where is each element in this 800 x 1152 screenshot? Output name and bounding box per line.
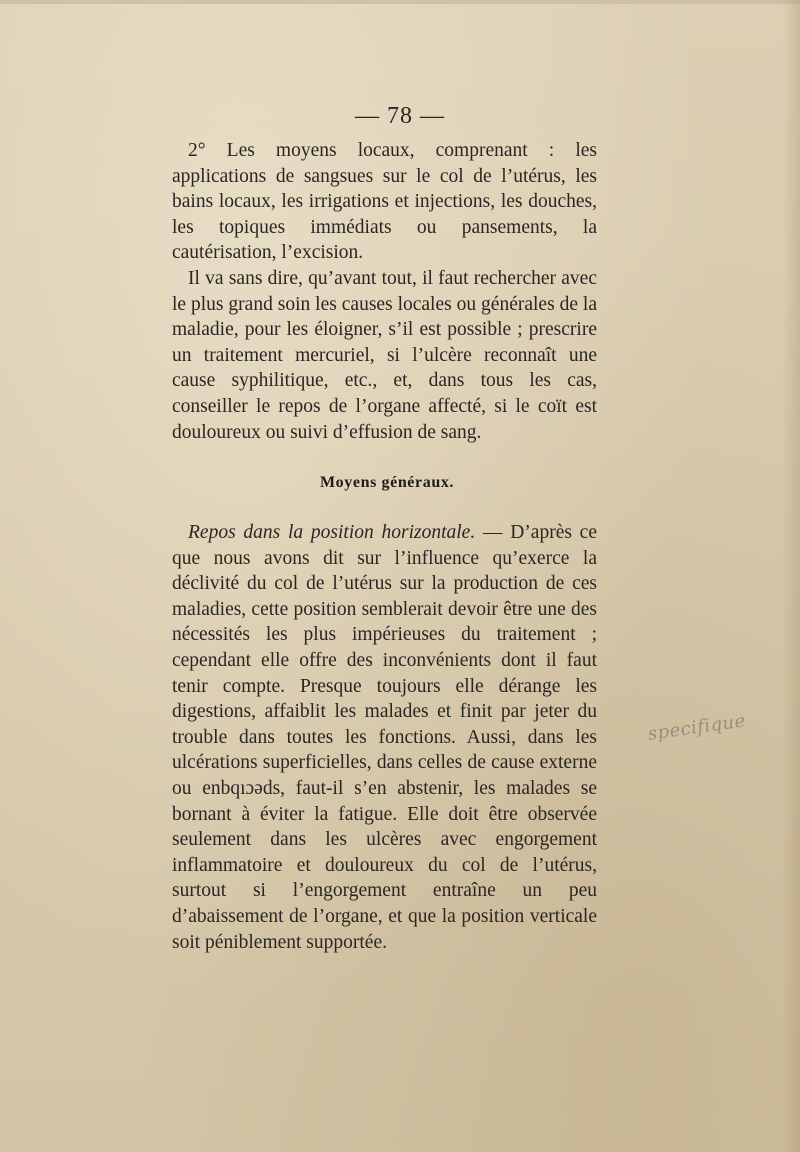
paragraph-body: — D’après ce que nous avons dit sur l’influence qu’exerce la déclivité du col de l’utérus sur la production de ces maladies, cette position semblerait devoir être une des nécessités les plus impérieuses du traitement ; cependant elle offre des inconvénients dont il faut tenir compte. Presque toujours elle dérange les digestions, affaiblit les malades et finit par jeter du trouble dans toutes les fonctions. Aussi, dans les ulcérations superficielles, dans celles de cause externe ou enbqıɔəds, faut-il s’en abstenir, les malades se bornant à éviter la fatigue. Elle doit être observée seulement dans les ulcères avec engorgement inflammatoire et douloureux du col de l’utérus, surtout si l’engorgement entraîne un peu d’abaissement de l’organe, et que la position verticale soit péniblement supportée. <box>172 522 597 953</box>
paragraph-horizontal-rest <box>172 520 597 955</box>
handwritten-margin-annotation: specifique <box>646 710 747 745</box>
paragraph-lead-italic: Repos dans la position horizontale. <box>188 522 476 543</box>
paragraph-text: Il va sans dire, qu’avant tout, il faut rechercher avec le plus grand soin les causes locales ou générales de la maladie, pour les éloigner, s’il est possible ; prescrire un traitement mercuriel, si l’ulcère reconnaît une cause syphilitique, etc., et, dans tous les cas, conseiller le repos de l’organe affecté, si le coït est douloureux ou suivi d’effusion de sang. <box>172 268 597 443</box>
paragraph-text: 2° Les moyens locaux, comprenant : les applications de sangsues sur le col de l’utérus, les bains locaux, les irrigations et injections, les douches, les topiques immédiats ou pansements, la cautérisation, l’excision. <box>172 140 597 264</box>
paragraph-local-means <box>172 138 597 266</box>
section-heading: Moyens généraux. <box>319 474 455 491</box>
page-top-edge <box>0 0 800 4</box>
paragraph-causes <box>172 266 597 445</box>
page-number-header: — 78 — <box>355 103 445 129</box>
paragraph-text <box>172 520 597 955</box>
